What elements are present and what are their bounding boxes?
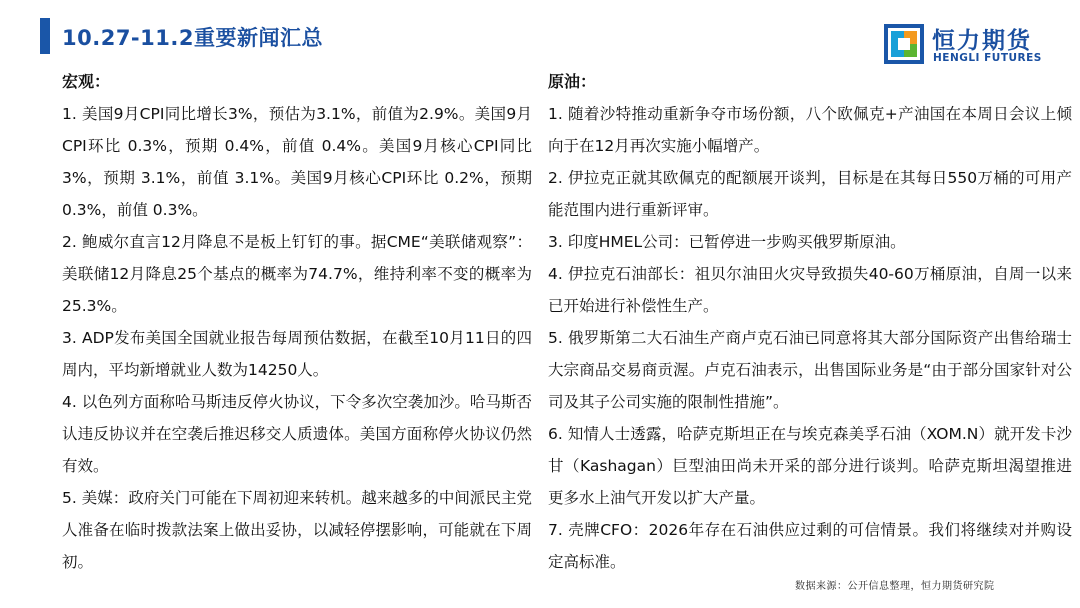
crude-news-item: 2. 伊拉克正就其欧佩克的配额展开谈判，目标是在其每日550万桶的可用产能范围内进行重新评审。	[548, 169, 1072, 219]
logo-name-en: HENGLI FUTURES	[933, 52, 1042, 64]
logo-name-cn: 恒力期货	[932, 28, 1032, 54]
crude-news-item: 4. 伊拉克石油部长：祖贝尔油田火灾导致损失40-60万桶原油，自周一以来已开始进行补偿性生产。	[548, 265, 1072, 315]
crude-news-item: 6. 知情人士透露，哈萨克斯坦正在与埃克森美孚石油（XOM.N）就开发卡沙甘（Kashagan）巨型油田尚未开采的部分进行谈判。哈萨克斯坦渴望推进更多水上油气开发以扩大产量。	[548, 425, 1072, 507]
macro-news-item: 2. 鲍威尔直言12月降息不是板上钉钉的事。据CME“美联储观察”：美联储12月降息25个基点的概率为74.7%，维持利率不变的概率为25.3%。	[62, 233, 532, 315]
hengli-logo-icon	[884, 24, 924, 64]
macro-news-item: 5. 美媒：政府关门可能在下周初迎来转机。越来越多的中间派民主党人准备在临时拨款法案上做出妥协，以减轻停摆影响，可能就在下周初。	[62, 489, 532, 571]
data-source-note: 数据来源：公开信息整理，恒力期货研究院	[795, 581, 995, 592]
title-accent-bar	[40, 18, 50, 54]
crude-news-item: 7. 壳牌CFO：2026年存在石油供应过剩的可信情景。我们将继续对并购设定高标准。	[548, 521, 1072, 571]
crude-news-item: 5. 俄罗斯第二大石油生产商卢克石油已同意将其大部分国际资产出售给瑞士大宗商品交易商贡渥。卢克石油表示，出售国际业务是“由于部分国家针对公司及其子公司实施的限制性措施”。	[548, 329, 1072, 411]
crude-news-item: 1. 随着沙特推动重新争夺市场份额，八个欧佩克+产油国在本周日会议上倾向于在12月再次实施小幅增产。	[548, 105, 1072, 155]
macro-news-item: 4. 以色列方面称哈马斯违反停火协议，下令多次空袭加沙。哈马斯否认违反协议并在空袭后推迟移交人质遗体。美国方面称停火协议仍然有效。	[62, 393, 532, 475]
macro-news-item: 1. 美国9月CPI同比增长3%，预估为3.1%，前值为2.9%。美国9月CPI环比 0.3%，预期 0.4%，前值 0.4%。美国9月核心CPI同比 3%，预期 3.1%，前值 3.1%。美国9月核心CPI环比 0.2%，预期 0.3%，前值 0.3%。	[62, 105, 532, 219]
page-title: 10.27-11.2重要新闻汇总	[62, 26, 323, 50]
macro-news-item: 3. ADP发布美国全国就业报告每周预估数据，在截至10月11日的四周内，平均新增就业人数为14250人。	[62, 329, 532, 379]
crude-heading: 原油：	[548, 72, 597, 91]
crude-news-item: 3. 印度HMEL公司：已暂停进一步购买俄罗斯原油。	[548, 233, 906, 251]
macro-news-column	[62, 66, 532, 578]
company-logo	[884, 22, 1060, 68]
macro-heading: 宏观：	[62, 72, 111, 91]
crude-news-column	[548, 66, 1072, 578]
